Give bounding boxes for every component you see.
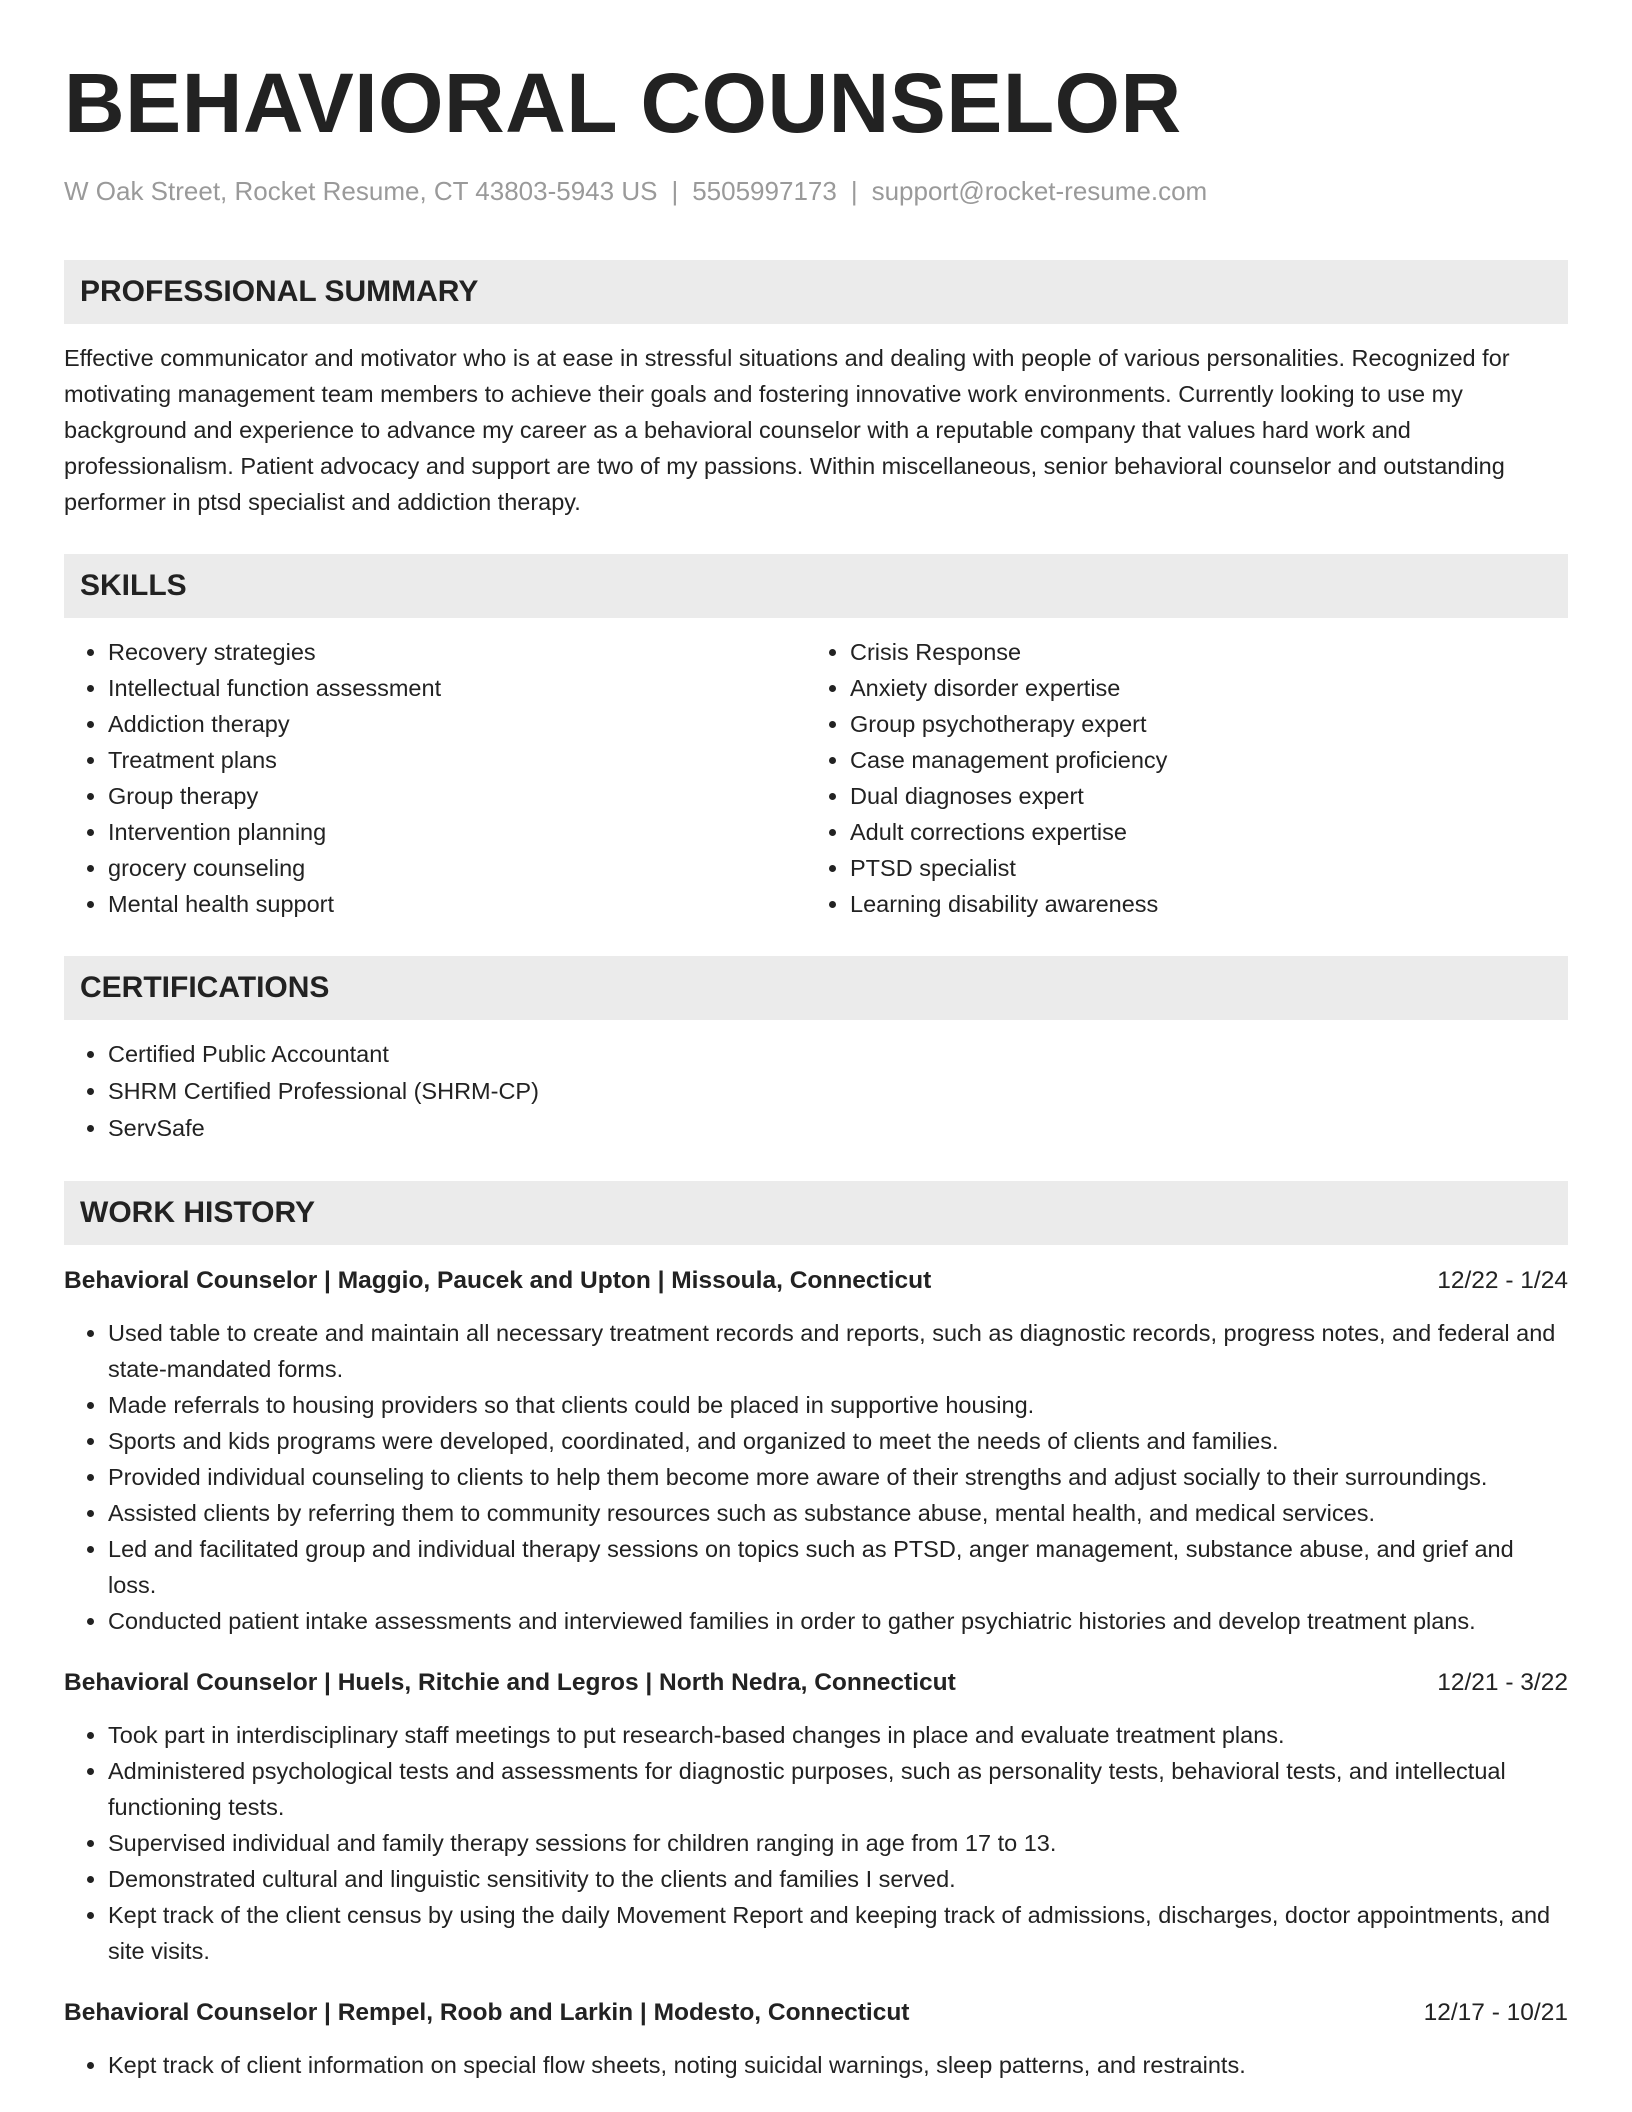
certifications-list xyxy=(64,1036,1568,1147)
job-title: Behavioral Counselor | Maggio, Paucek and Upton | Missoula, Connecticut xyxy=(64,1267,932,1294)
skills-list-left xyxy=(64,634,806,922)
job-dates: 12/22 - 1/24 xyxy=(1437,1267,1568,1294)
contact-address: W Oak Street, Rocket Resume, CT 43803-5943 US xyxy=(64,176,658,206)
contact-separator: | xyxy=(850,176,858,206)
job-bullet: • Conducted patient intake assessments and interviewed families in order to gather psychiatric histories and develop treatment plans. xyxy=(108,1603,1568,1639)
job-bullet: • Administered psychological tests and assessments for diagnostic purposes, such as personality tests, behavioral tests, and intellectual functioning tests. xyxy=(108,1753,1568,1825)
skills-column-left xyxy=(64,634,806,922)
skill-item: • Anxiety disorder expertise xyxy=(850,670,1548,706)
skill-item: • Recovery strategies xyxy=(108,634,806,670)
contact-line xyxy=(64,174,1568,208)
skills-columns xyxy=(64,634,1568,922)
skills-column-right xyxy=(806,634,1548,922)
certification-item: • Certified Public Accountant xyxy=(108,1036,1568,1073)
job-bullet: • Assisted clients by referring them to community resources such as substance abuse, mental health, and medical services. xyxy=(108,1495,1568,1531)
skill-item: • Dual diagnoses expert xyxy=(850,778,1548,814)
candidate-name: BEHAVIORAL COUNSELOR xyxy=(64,56,1182,150)
contact-phone: 5505997173 xyxy=(692,176,837,206)
job-entry xyxy=(64,1995,1568,2083)
job-bullets xyxy=(64,2047,1568,2083)
certifications-section-title: CERTIFICATIONS xyxy=(64,956,1568,1020)
job-bullet: • Supervised individual and family therapy sessions for children ranging in age from 17 to 13. xyxy=(108,1825,1568,1861)
job-bullet: • Kept track of client information on special flow sheets, noting suicidal warnings, sleep patterns, and restraints. xyxy=(108,2047,1568,2083)
contact-separator: | xyxy=(671,176,679,206)
job-bullet: • Kept track of the client census by using the daily Movement Report and keeping track of admissions, discharges, doctor appointments, and site visits. xyxy=(108,1897,1568,1969)
job-header xyxy=(64,1665,1568,1701)
job-dates: 12/21 - 3/22 xyxy=(1437,1669,1568,1696)
skill-item: • Intellectual function assessment xyxy=(108,670,806,706)
job-bullet: • Made referrals to housing providers so that clients could be placed in supportive housing. xyxy=(108,1387,1568,1423)
certification-item: • ServSafe xyxy=(108,1110,1568,1147)
job-bullet: • Provided individual counseling to clients to help them become more aware of their strengths and adjust socially to their surroundings. xyxy=(108,1459,1568,1495)
skill-item: • Crisis Response xyxy=(850,634,1548,670)
job-title: Behavioral Counselor | Huels, Ritchie and Legros | North Nedra, Connecticut xyxy=(64,1669,956,1696)
job-entry xyxy=(64,1665,1568,1969)
skill-item: • grocery counseling xyxy=(108,850,806,886)
job-title: Behavioral Counselor | Rempel, Roob and Larkin | Modesto, Connecticut xyxy=(64,1999,910,2026)
job-bullet: • Demonstrated cultural and linguistic sensitivity to the clients and families I served. xyxy=(108,1861,1568,1897)
skill-item: • PTSD specialist xyxy=(850,850,1548,886)
summary-text: Effective communicator and motivator who is at ease in stressful situations and dealing with people of various personalities. Recognized for motivating management team members to achieve their goals and fostering innovative work environments. Currently looking to use my background and experience to advance my career as a behavioral counselor with a reputable company that values hard work and professionalism. Patient advocacy and support are two of my passions. Within miscellaneous, senior behavioral counselor and outstanding performer in ptsd specialist and addiction therapy. xyxy=(64,345,1510,515)
skill-item: • Case management proficiency xyxy=(850,742,1548,778)
summary-section-title: PROFESSIONAL SUMMARY xyxy=(64,260,1568,324)
certification-item: • SHRM Certified Professional (SHRM-CP) xyxy=(108,1073,1568,1110)
skill-item: • Adult corrections expertise xyxy=(850,814,1548,850)
job-bullets xyxy=(64,1717,1568,1969)
skill-item: • Learning disability awareness xyxy=(850,886,1548,922)
job-header xyxy=(64,1995,1568,2031)
job-bullet: • Used table to create and maintain all necessary treatment records and reports, such as diagnostic records, progress notes, and federal and state-mandated forms. xyxy=(108,1315,1568,1387)
skills-section-title: SKILLS xyxy=(64,554,1568,618)
job-bullet: • Took part in interdisciplinary staff meetings to put research-based changes in place and evaluate treatment plans. xyxy=(108,1717,1568,1753)
job-header xyxy=(64,1263,1568,1299)
skill-item: • Group psychotherapy expert xyxy=(850,706,1548,742)
skills-list-right xyxy=(806,634,1548,922)
skill-item: • Mental health support xyxy=(108,886,806,922)
job-bullets xyxy=(64,1315,1568,1639)
job-bullet: • Led and facilitated group and individual therapy sessions on topics such as PTSD, anger management, substance abuse, and grief and loss. xyxy=(108,1531,1568,1603)
job-dates: 12/17 - 10/21 xyxy=(1423,1999,1568,2026)
job-bullet: • Sports and kids programs were developed, coordinated, and organized to meet the needs of clients and families. xyxy=(108,1423,1568,1459)
skill-item: • Addiction therapy xyxy=(108,706,806,742)
skill-item: • Treatment plans xyxy=(108,742,806,778)
skill-item: • Group therapy xyxy=(108,778,806,814)
work-history-section-title: WORK HISTORY xyxy=(64,1181,1568,1245)
job-entry xyxy=(64,1263,1568,1639)
contact-email: support@rocket-resume.com xyxy=(871,176,1208,206)
skill-item: • Intervention planning xyxy=(108,814,806,850)
